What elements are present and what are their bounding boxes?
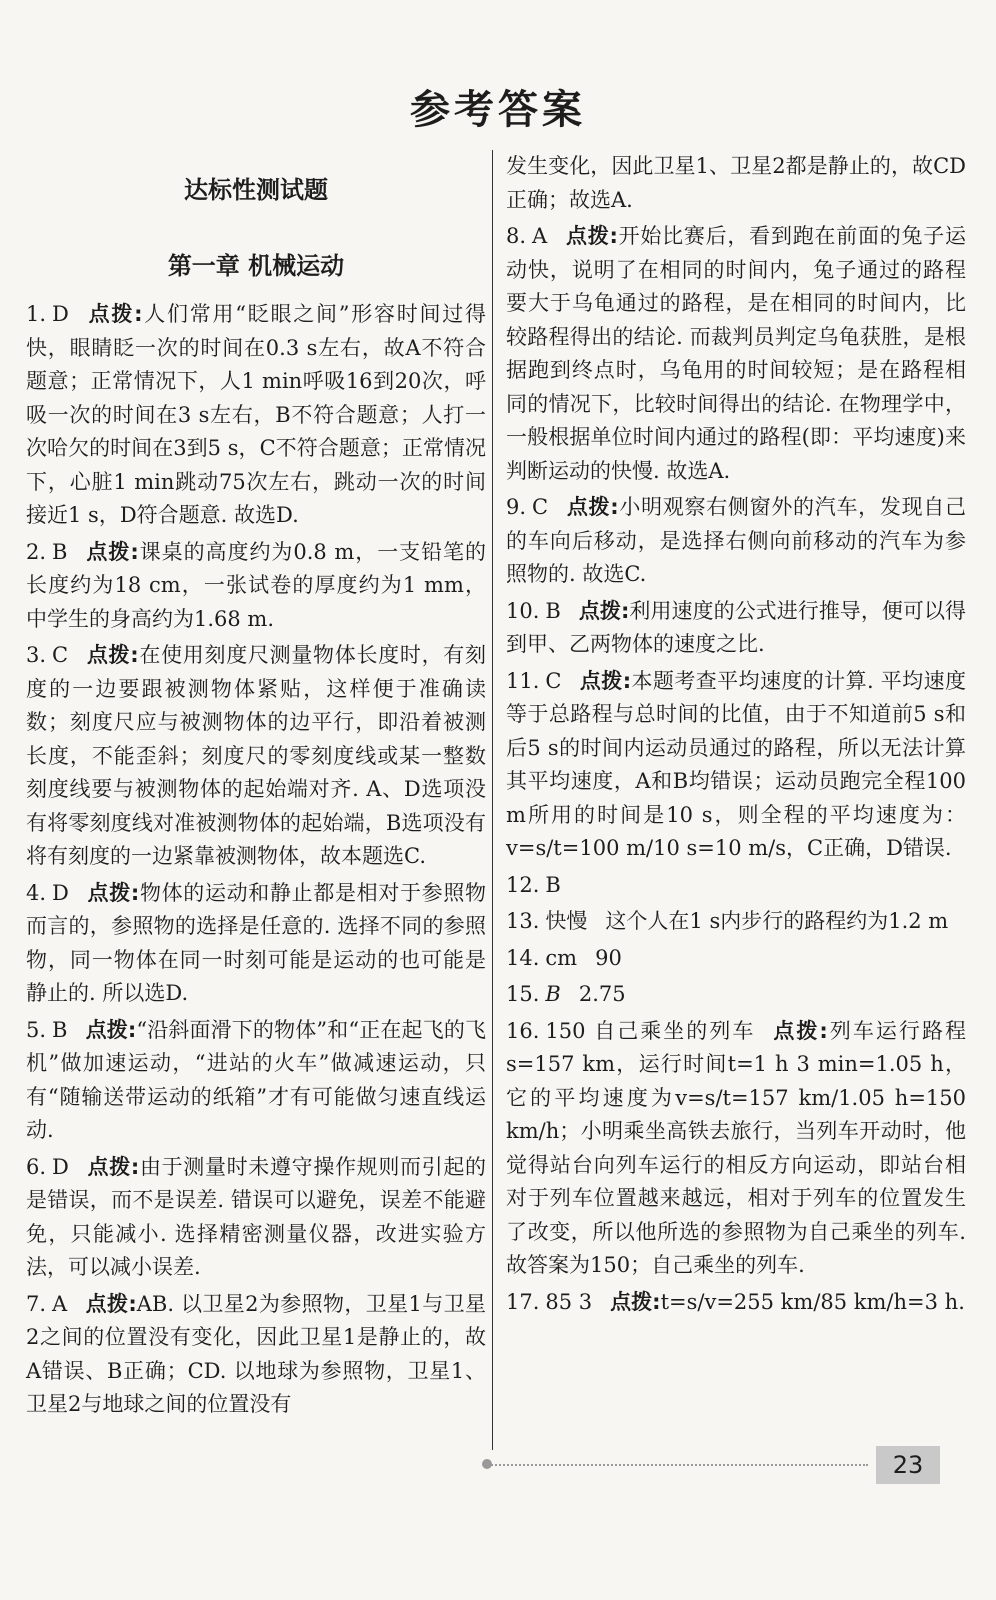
item-explanation: 小明观察右侧窗外的汽车，发现自己的车向后移动，是选择右侧向前移动的汽车为参照物的. 故选C. — [506, 495, 966, 586]
item-number: 15. — [506, 982, 540, 1006]
item-explanation: 由于测量时未遵守操作规则而引起的是错误，而不是误差. 错误可以避免，误差不能避免，只能减小. 选择精密测量仪器，改进实验方法，可以减小误差. — [26, 1154, 486, 1279]
item-explanation: 开始比赛后，看到跑在前面的兔子运动快，说明了在相同的时间内，兔子通过的路程要大于乌龟通过的路程，是在相同的时间内，比较路程得出的结论. 而裁判员判定乌龟获胜，是根据跑到终点时，乌龟用的时间较短；是在路程相同的情况下，比较时间得出的结论. 在物理学中，一般根据单位时间内通过的路程(即：平均速度)来判断运动的快慢. 故选A. — [506, 224, 966, 483]
item-explanation: 课桌的高度约为0.8 m，一支铅笔的长度约为18 cm，一张试卷的厚度约为1 mm，中学生的身高约为1.68 m. — [26, 539, 487, 631]
answer-item-6 — [26, 1151, 486, 1285]
item-number: 2. — [26, 539, 47, 564]
item-number: 4. — [26, 880, 47, 905]
item-answer: B — [545, 872, 561, 897]
item-answer: B — [545, 598, 561, 623]
right-column — [506, 150, 966, 1322]
item-answer: D — [52, 302, 69, 326]
chapter-title: 第一章 机械运动 — [167, 252, 345, 280]
item-tip-label: 点拨: — [85, 1017, 137, 1042]
item-tip-label: 点拨: — [610, 1289, 661, 1314]
page-number: 23 — [876, 1446, 940, 1484]
item-answer: C — [545, 668, 562, 693]
answer-item-11 — [506, 665, 966, 866]
item-number: 9. — [506, 495, 527, 519]
item-number: 17. — [506, 1289, 540, 1314]
item-answer: cm — [545, 945, 578, 970]
item-explanation: 2.75 — [578, 982, 626, 1006]
item-number: 12. — [506, 872, 540, 897]
answer-item-10 — [506, 595, 966, 662]
item-answer: A — [532, 224, 548, 248]
answer-item-12 — [506, 869, 966, 903]
item-answer: B — [52, 539, 68, 564]
item-answer: 快慢 — [545, 909, 588, 933]
item-number: 11. — [506, 668, 540, 693]
item-number: 10. — [506, 598, 540, 623]
item-tip-label: 点拨: — [578, 598, 630, 623]
answer-item-3 — [26, 639, 486, 874]
answer-item-14 — [506, 942, 966, 976]
item-explanation: 人们常用“眨眼之间”形容时间过得快，眼睛眨一次的时间在0.3 s左右，故A不符合题意；正常情况下，人1 min呼吸16到20次，呼吸一次的时间在3 s左右，B不符合题意；人打一次哈欠的时间在3到5 s，C不符合题意；正常情况下，心脏1 min跳动75次左右，跳动一次的时间接近1 s，D符合题意. 故选D. — [26, 302, 486, 527]
answer-item-16 — [506, 1015, 966, 1283]
answer-item-1 — [26, 298, 486, 533]
answer-item-2 — [26, 536, 486, 637]
answer-item-4 — [26, 877, 486, 1011]
answer-item-7-continued: 发生变化，因此卫星1、卫星2都是静止的，故CD正确；故选A. — [506, 154, 966, 212]
answer-item-8 — [506, 220, 966, 488]
item-explanation: 本题考查平均速度的计算. 平均速度等于总路程与总时间的比值，由于不知道前5 s和后5 s的时间内运动员通过的路程，所以无法计算其平均速度，A和B均错误；运动员跑完全程100 m所用的时间是10 s，则全程的平均速度为：v=s/t=100 m/10 s=10 m/s，C正确，D错误. — [506, 668, 966, 860]
item-tip-label: 点拨: — [86, 302, 143, 326]
section-title: 达标性测试题 — [184, 176, 328, 204]
item-tip-label: 点拨: — [579, 668, 632, 693]
item-answer: C — [532, 495, 549, 519]
item-explanation: 利用速度的公式进行推导，便可以得到甲、乙两物体的速度之比. — [506, 598, 967, 656]
item-tip-label: 点拨: — [86, 1154, 140, 1179]
item-explanation: 在使用刻度尺测量物体长度时，有刻度的一边要跟被测物体紧贴，这样便于准确读数；刻度尺应与被测物体的边平行，即沿着被测长度，不能歪斜；刻度尺的零刻度线或某一整数刻度线要与被测物体的起始端对齐. A、D选项没有将零刻度线对准被测物体的起始端，B选项没有将有刻度的一边紧靠被测物体，故本题选C. — [26, 643, 486, 868]
item-explanation: 物体的运动和静止都是相对于参照物而言的，参照物的选择是任意的. 选择不同的参照物，同一物体在同一时刻可能是运动的也可能是静止的. 所以选D. — [26, 880, 486, 1005]
item-explanation: 列车运行路程s=157 km，运行时间t=1 h 3 min=1.05 h，它的平均速度为v=s/t=157 km/1.05 h=150 km/h；小明乘坐高铁去旅行，当列车开动时，他觉得站台向列车运行的相反方向运动，即站台相对于列车位置越来越远，相对于列车的位置发生了改变，所以他所选的参照物为自己乘坐的列车. 故答案为150；自己乘坐的列车. — [506, 1018, 966, 1277]
item-number: 6. — [26, 1154, 47, 1179]
item-explanation: t=s/v=255 km/85 km/h=3 h. — [660, 1289, 965, 1314]
item-answer: B — [545, 982, 561, 1006]
item-answer: 150 自己乘坐的列车 — [545, 1018, 756, 1043]
item-number: 8. — [506, 224, 527, 248]
item-number: 5. — [26, 1017, 47, 1042]
answer-item-5 — [26, 1014, 486, 1148]
item-answer: 85 3 — [545, 1289, 593, 1314]
item-tip-label: 点拨: — [86, 643, 139, 667]
answer-item-17 — [506, 1286, 966, 1320]
page-title: 参考答案 — [410, 87, 586, 133]
item-number: 14. — [506, 945, 540, 970]
item-number: 3. — [26, 643, 47, 667]
item-tip-label: 点拨: — [565, 224, 618, 248]
item-tip-label: 点拨: — [86, 880, 140, 905]
answer-item-7 — [26, 1288, 486, 1422]
column-divider — [492, 150, 493, 1450]
answer-item-13 — [506, 905, 966, 939]
item-tip-label: 点拨: — [85, 1291, 137, 1316]
item-number: 1. — [26, 302, 47, 326]
item-explanation: “沿斜面滑下的物体”和“正在起飞的飞机”做加速运动，“进站的火车”做减速运动，只有“随输送带运动的纸箱”才有可能做匀速直线运动. — [26, 1017, 486, 1142]
item-number: 13. — [506, 909, 540, 933]
item-answer: C — [52, 643, 69, 667]
item-number: 16. — [506, 1018, 540, 1043]
item-explanation: 90 — [595, 945, 622, 970]
item-explanation: 这个人在1 s内步行的路程约为1.2 m — [605, 909, 949, 933]
item-answer: B — [52, 1017, 68, 1042]
item-number: 7. — [26, 1291, 47, 1316]
answer-item-15 — [506, 978, 966, 1012]
item-tip-label: 点拨: — [85, 539, 139, 564]
footer-rule — [488, 1464, 868, 1467]
item-tip-label: 点拨: — [773, 1018, 828, 1043]
item-explanation: AB. 以卫星2为参照物，卫星1与卫星2之间的位置没有变化，因此卫星1是静止的，故A错误、B正确；CD. 以地球为参照物，卫星1、卫星2与地球之间的位置没有 — [26, 1291, 486, 1416]
item-answer: A — [52, 1291, 68, 1316]
item-tip-label: 点拨: — [566, 495, 619, 519]
item-answer: D — [52, 1154, 69, 1179]
left-column — [26, 150, 486, 1425]
answer-item-9 — [506, 491, 966, 592]
item-answer: D — [52, 880, 69, 905]
